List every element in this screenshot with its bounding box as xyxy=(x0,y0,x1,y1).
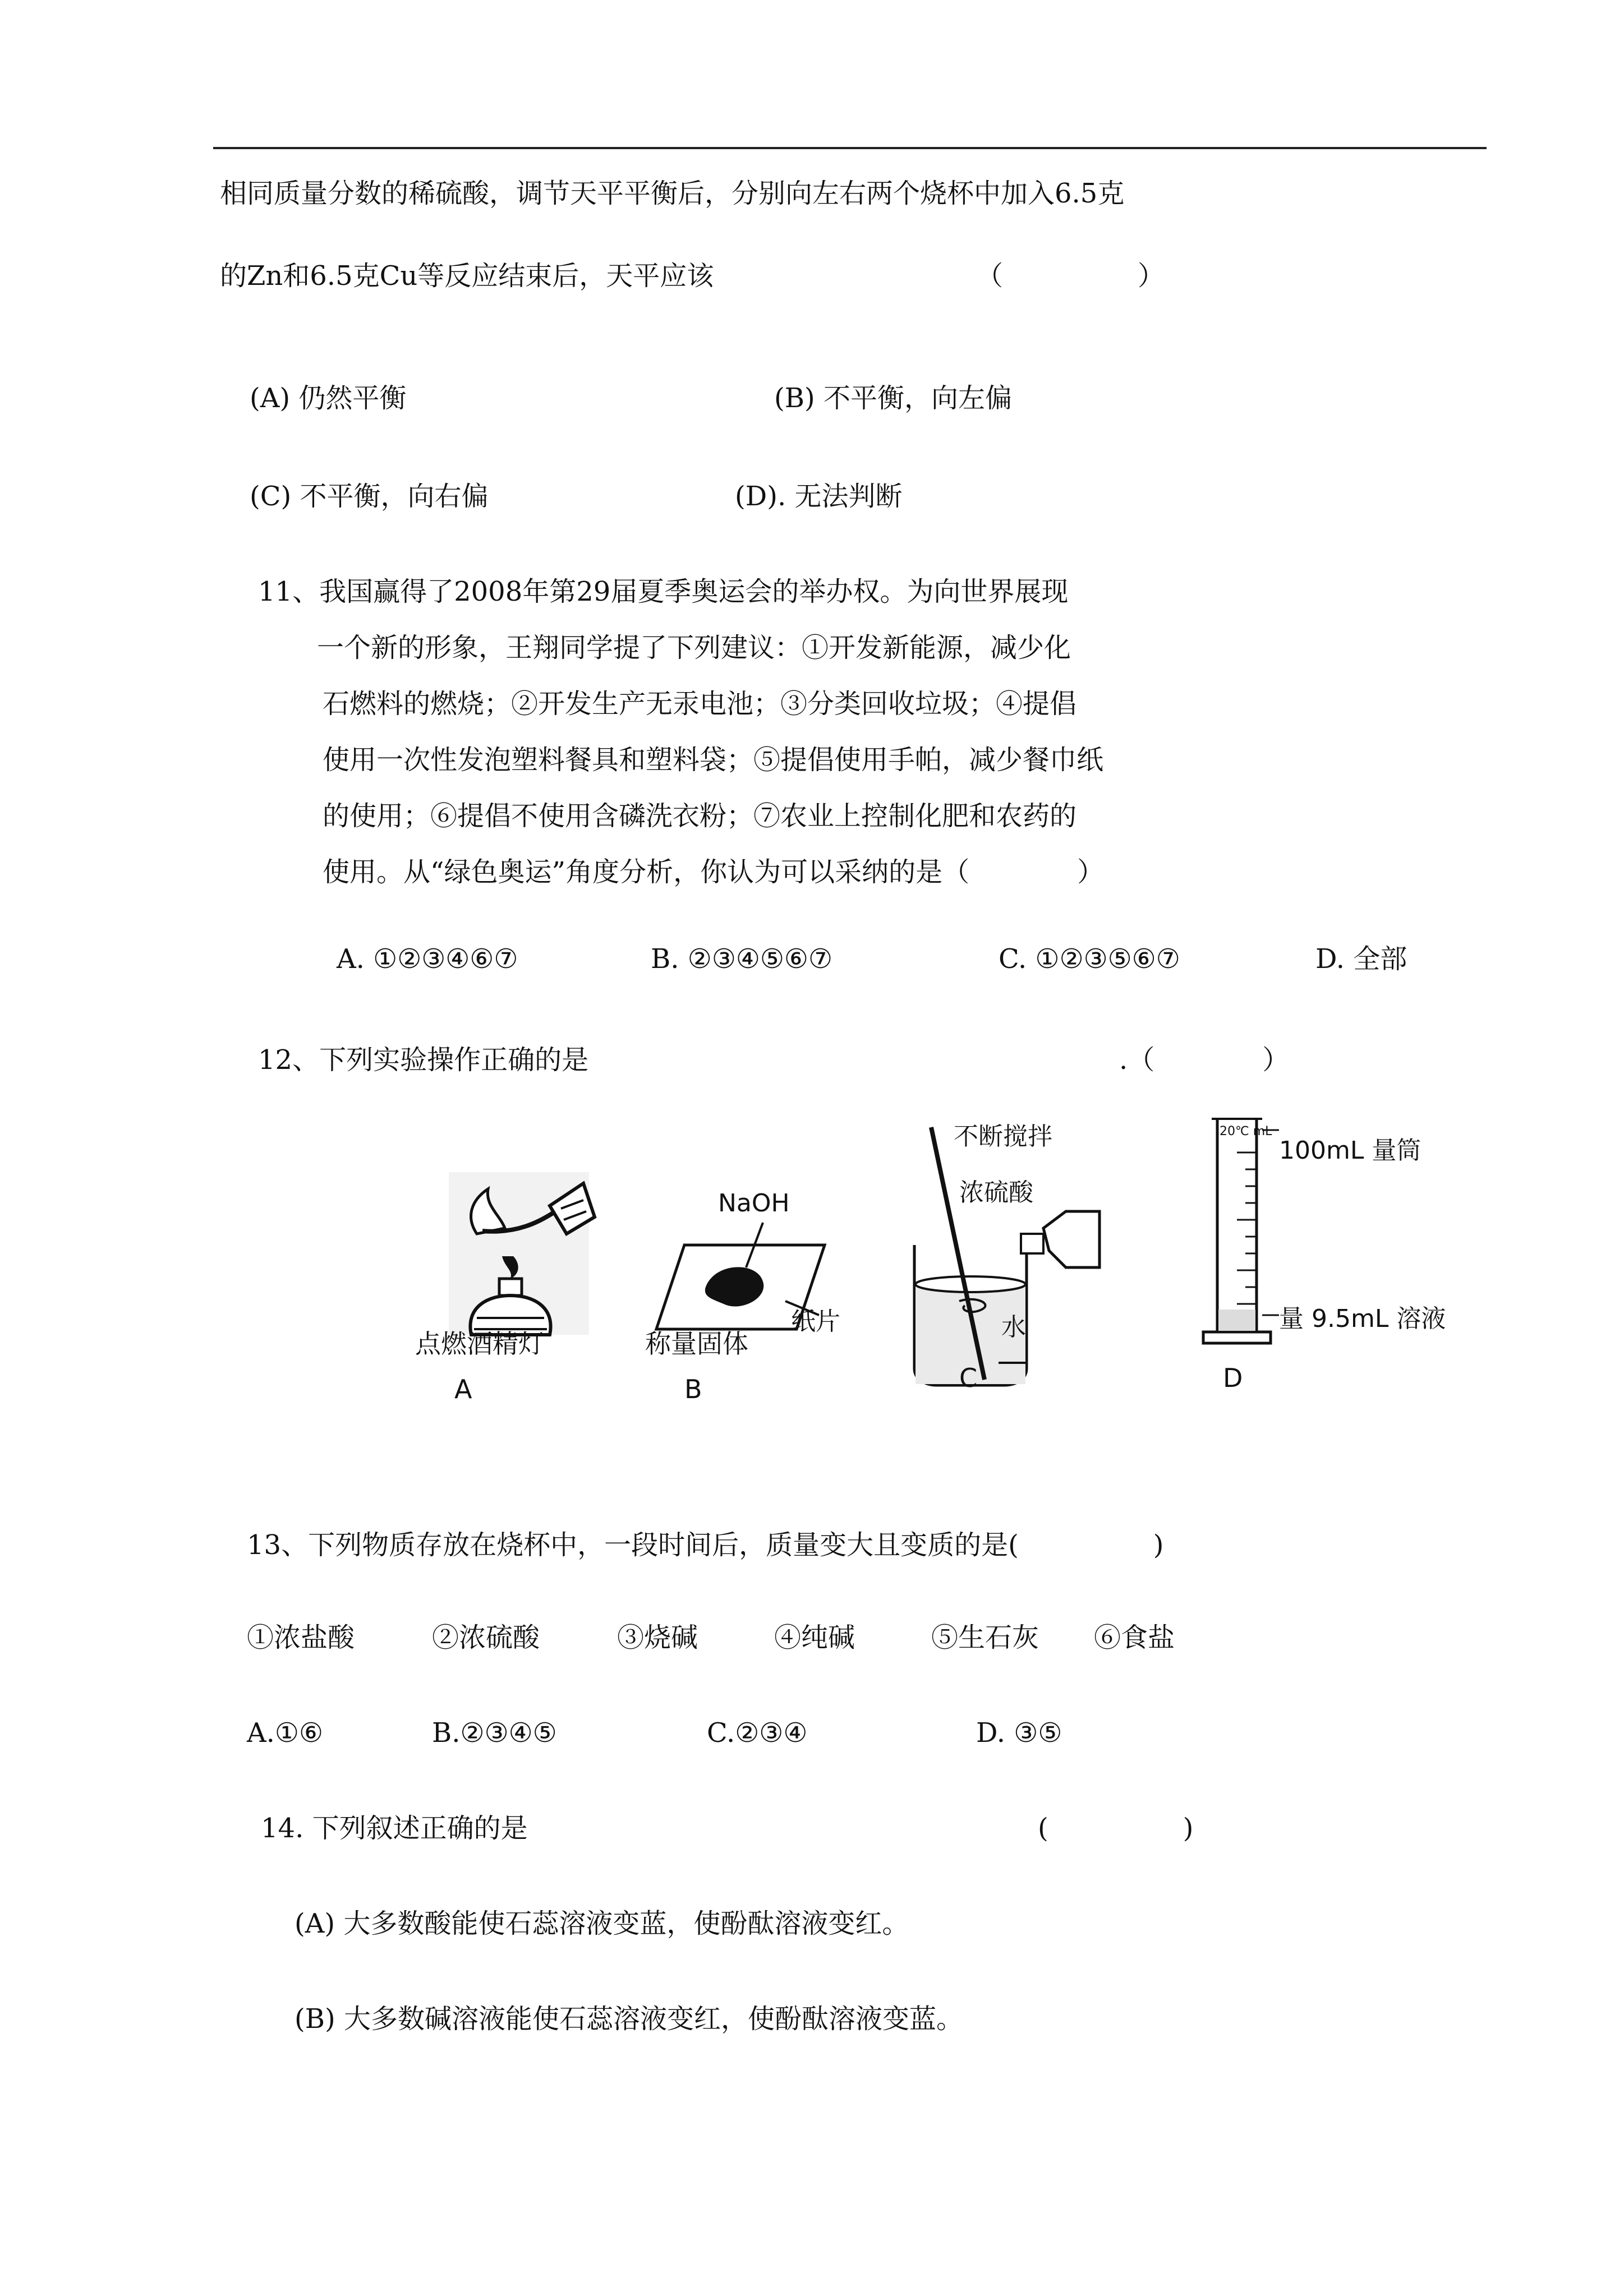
figure-c-acid-label: 浓硫酸 xyxy=(959,1178,1033,1207)
q13-stem: 13、下列物质存放在烧杯中，一段时间后，质量变大且变质的是( ) xyxy=(247,1529,1164,1561)
q13-option-c: C.②③④ xyxy=(707,1717,808,1749)
q11-option-d: D. 全部 xyxy=(1315,943,1407,975)
figure-a-caption: 点燃酒精灯 xyxy=(415,1329,544,1359)
q10-line1: 相同质量分数的稀硫酸，调节天平平衡后，分别向左右两个烧杯中加入6.5克 xyxy=(220,178,1125,209)
q10-answer-bracket: （ ） xyxy=(976,260,1165,292)
q13-item-6: ⑥食盐 xyxy=(1094,1622,1175,1653)
q11-line2: 一个新的形象，王翔同学提了下列建议：①开发新能源，减少化 xyxy=(317,632,1071,663)
figure-c xyxy=(898,1116,1133,1413)
q10-option-c: (C) 不平衡，向右偏 xyxy=(250,481,489,512)
q11-line3: 石燃料的燃烧；②开发生产无汞电池；③分类回收垃圾；④提倡 xyxy=(323,688,1077,720)
figure-b-caption: 称量固体 xyxy=(645,1329,748,1359)
figure-c-water-label: 水 xyxy=(1001,1313,1026,1341)
alcohol-lamp-illustration xyxy=(415,1167,628,1413)
figure-a-letter: A xyxy=(454,1374,472,1404)
q10-option-b: (B) 不平衡，向左偏 xyxy=(774,382,1012,414)
q12-answer-bracket: .（ ） xyxy=(1119,1044,1290,1076)
q11-line1: 11、我国赢得了2008年第29届夏季奥运会的举办权。为向世界展现 xyxy=(258,576,1069,607)
q12-stem: 12、下列实验操作正确的是 xyxy=(258,1044,589,1076)
q13-item-3: ③烧碱 xyxy=(617,1622,698,1653)
figure-a xyxy=(415,1167,628,1413)
q14-answer-bracket: ( ) xyxy=(1038,1813,1194,1844)
q11-option-c: C. ①②③⑤⑥⑦ xyxy=(999,943,1180,975)
figure-d xyxy=(1195,1108,1487,1413)
q13-item-5: ⑤生石灰 xyxy=(931,1622,1039,1653)
q10-line2: 的Zn和6.5克Cu等反应结束后，天平应该 xyxy=(220,260,714,292)
q13-item-4: ④纯碱 xyxy=(774,1622,855,1653)
q14-stem: 14. 下列叙述正确的是 xyxy=(261,1813,528,1844)
figure-c-stir-label: 不断搅拌 xyxy=(954,1122,1052,1151)
figure-b xyxy=(645,1178,847,1413)
q10-option-a: (A) 仍然平衡 xyxy=(250,382,407,414)
beaker-stirring-illustration xyxy=(898,1116,1133,1413)
q14-option-b: (B) 大多数碱溶液能使石蕊溶液变红，使酚酞溶液变蓝。 xyxy=(295,2003,963,2035)
figure-b-paper-label: 纸片 xyxy=(791,1307,840,1336)
figure-d-scale-top: 20℃ mL xyxy=(1220,1124,1272,1138)
q10-option-d: (D). 无法判断 xyxy=(735,481,903,512)
header-rule xyxy=(213,147,1487,149)
q13-option-d: D. ③⑤ xyxy=(976,1717,1062,1749)
figure-d-cylinder-label: 100mL 量筒 xyxy=(1279,1136,1421,1165)
q11-line6: 使用。从“绿色奥运”角度分析，你认为可以采纳的是（ ） xyxy=(323,856,1105,888)
q13-option-a: A.①⑥ xyxy=(247,1717,323,1749)
q11-option-a: A. ①②③④⑥⑦ xyxy=(337,943,518,975)
q13-option-b: B.②③④⑤ xyxy=(432,1717,557,1749)
figure-d-letter: D xyxy=(1223,1363,1243,1393)
q11-option-b: B. ②③④⑤⑥⑦ xyxy=(651,943,832,975)
figure-c-letter: C xyxy=(959,1363,978,1393)
q11-line5: 的使用；⑥提倡不使用含磷洗衣粉；⑦农业上控制化肥和农药的 xyxy=(323,800,1077,832)
q11-line4: 使用一次性发泡塑料餐具和塑料袋；⑤提倡使用手帕，减少餐巾纸 xyxy=(323,744,1104,776)
figure-b-naoh-label: NaOH xyxy=(718,1189,790,1218)
q14-option-a: (A) 大多数酸能使石蕊溶液变蓝，使酚酞溶液变红。 xyxy=(295,1908,909,1939)
q13-item-1: ①浓盐酸 xyxy=(247,1622,355,1653)
figure-b-letter: B xyxy=(684,1374,702,1404)
q13-item-2: ②浓硫酸 xyxy=(432,1622,540,1653)
figure-d-volume-label: 量 9.5mL 溶液 xyxy=(1279,1304,1446,1333)
